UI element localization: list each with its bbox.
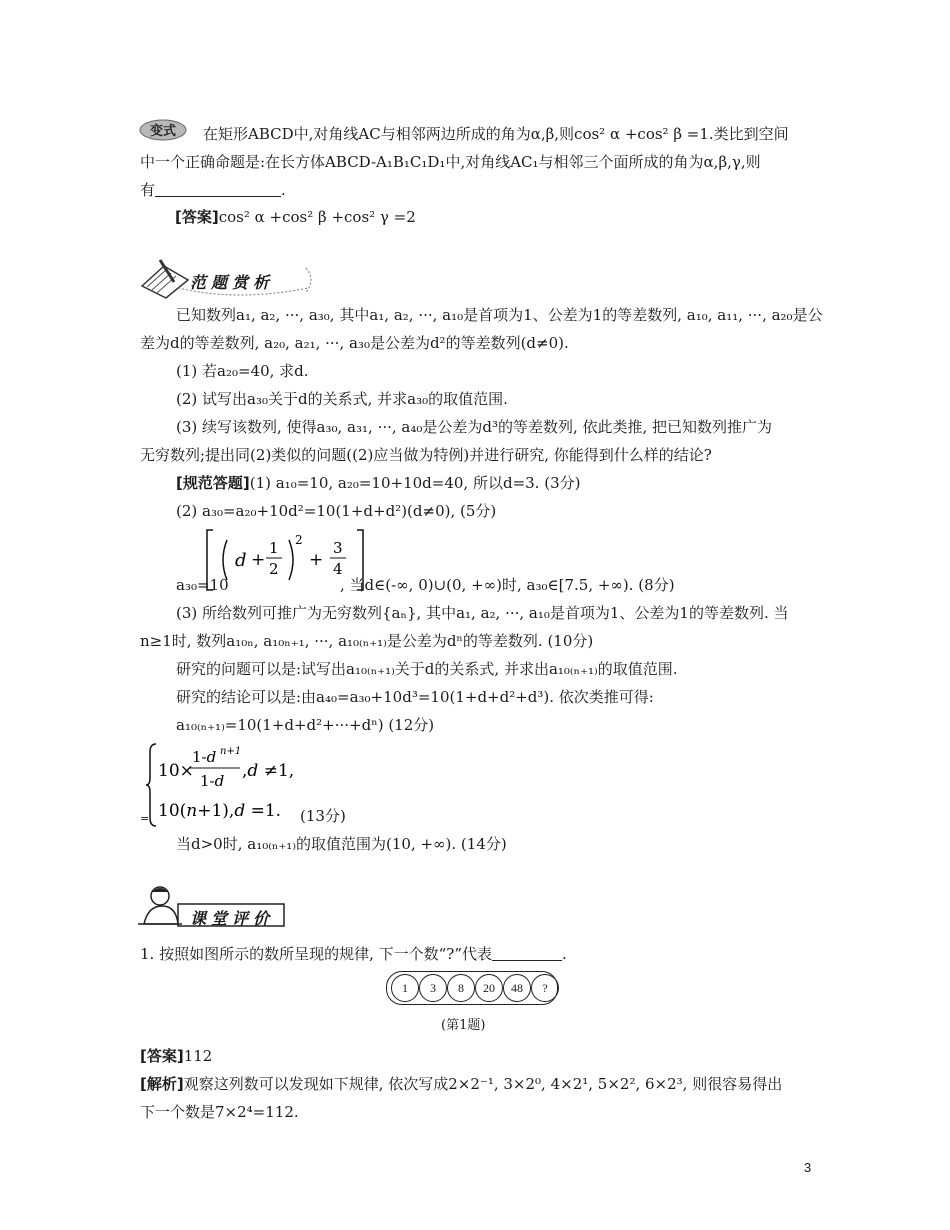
solution-step-2: (2) a₃₀=a₂₀+10d²=10(1+d+d²)(d≠0), (5分): [176, 502, 497, 520]
sequence-item: 48: [503, 974, 531, 1002]
solution-step-1: (1) a₁₀=10, a₂₀=10+10d=40, 所以d=3. (3分): [249, 474, 581, 492]
svg-text:,d ≠1,: ,d ≠1,: [242, 761, 295, 781]
piecewise-score: (13分): [300, 807, 346, 825]
svg-text:4: 4: [333, 560, 343, 578]
svg-text:1-d: 1-d: [200, 772, 225, 790]
svg-text:d: d: [235, 550, 247, 571]
sequence-item: 1: [391, 974, 419, 1002]
research-question: 研究的问题可以是:试写出a₁₀₍ₙ₊₁₎关于d的关系式, 并求出a₁₀₍ₙ₊₁₎的取值范围.: [176, 660, 678, 678]
sequence-item: 20: [475, 974, 503, 1002]
piecewise-formula: [146, 742, 316, 828]
general-formula: a₁₀₍ₙ₊₁₎=10(1+d+d²+···+dⁿ) (12分): [176, 716, 435, 734]
svg-text:10×: 10×: [158, 761, 194, 781]
variant-badge: [138, 118, 188, 146]
svg-text:3: 3: [333, 539, 343, 557]
svg-text:n+1: n+1: [220, 746, 242, 757]
variant-line-2: 中一个正确命题是:在长方体ABCD-A₁B₁C₁D₁中,对角线AC₁与相邻三个面所成的角为α,β,γ,则: [140, 153, 761, 171]
problem-line-2: 差为d的等差数列, a₂₀, a₂₁, ···, a₃₀是公差为d²的等差数列(d≠0).: [140, 334, 569, 352]
piecewise-equals: =: [140, 812, 150, 825]
svg-text:2: 2: [269, 560, 279, 578]
svg-text:1-d: 1-d: [192, 748, 217, 766]
ketang-banner-title: 课堂评价: [190, 909, 275, 928]
svg-text:+: +: [251, 550, 266, 570]
fanti-banner-title: 范题赏析: [190, 273, 275, 292]
solution-formula-prefix: a₃₀=10: [176, 576, 229, 594]
exercise-1-analysis-cont: 下一个数是7×2⁴=112.: [140, 1103, 299, 1121]
exercise-1-answer: [140, 1046, 212, 1066]
fanti-banner: [138, 258, 318, 306]
solution-formula-suffix: , 当d∈(-∞, 0)∪(0, +∞)时, a₃₀∈[7.5, +∞). (8分): [340, 576, 675, 594]
variant-answer: [175, 207, 416, 227]
solution-step-3: (3) 所给数列可推广为无穷数列{aₙ}, 其中a₁, a₂, ···, a₁₀是首项为1、公差为1的等差数列. 当: [176, 604, 789, 622]
variant-answer-text: cos² α +cos² β +cos² γ =2: [218, 208, 416, 226]
exercise-1-blank: [492, 946, 562, 961]
variant-answer-label: [答案]: [175, 208, 219, 226]
svg-text:10(n+1),d =1.: 10(n+1),d =1.: [158, 801, 282, 821]
exercise-1-text: 1. 按照如图所示的数所呈现的规律, 下一个数“?”代表: [140, 945, 492, 963]
problem-part-3-cont: 无穷数列;提出同(2)类似的问题((2)应当做为特例)并进行研究, 你能得到什么样的结论?: [140, 446, 712, 464]
svg-text:2: 2: [295, 533, 303, 547]
analysis-label: [解析]: [140, 1075, 184, 1093]
figure-caption: (第1题): [441, 1018, 486, 1033]
problem-line-1: 已知数列a₁, a₂, ···, a₃₀, 其中a₁, a₂, ···, a₁₀是首项为1、公差为1的等差数列, a₁₀, a₁₁, ···, a₂₀是公: [176, 306, 823, 324]
solution-final: 当d>0时, a₁₀₍ₙ₊₁₎的取值范围为(10, +∞). (14分): [176, 835, 507, 853]
variant-badge-label: 变式: [149, 124, 176, 139]
exercise-1-suffix: .: [562, 945, 567, 963]
answer-blank: [155, 182, 281, 197]
variant-line-3-prefix: 有: [140, 181, 156, 199]
svg-text:+: +: [309, 550, 324, 570]
problem-part-2: (2) 试写出a₃₀关于d的关系式, 并求a₃₀的取值范围.: [176, 390, 508, 408]
exercise-answer-value: 112: [183, 1047, 213, 1065]
ketang-banner: [138, 884, 288, 932]
svg-text:1: 1: [269, 539, 279, 557]
analysis-text: 观察这列数可以发现如下规律, 依次写成2×2⁻¹, 3×2⁰, 4×2¹, 5×2², 6×2³, 则很容易得出: [183, 1075, 783, 1093]
sequence-item: 3: [419, 974, 447, 1002]
variant-line-1: 在矩形ABCD中,对角线AC与相邻两边所成的角为α,β,则cos² α +cos² β =1.类比到空间: [203, 125, 789, 143]
problem-part-3: (3) 续写该数列, 使得a₃₀, a₃₁, ···, a₄₀是公差为d³的等差数列, 依此类推, 把已知数列推广为: [176, 418, 773, 436]
sequence-item: 8: [447, 974, 475, 1002]
problem-part-1: (1) 若a₂₀=40, 求d.: [176, 362, 309, 380]
exercise-1: [140, 944, 567, 964]
solution-header: [176, 473, 580, 493]
variant-line-3-suffix: .: [281, 181, 286, 199]
sequence-item: ?: [531, 974, 559, 1002]
solution-step-3-cont: n≥1时, 数列a₁₀ₙ, a₁₀ₙ₊₁, ···, a₁₀₍ₙ₊₁₎是公差为dⁿ的等差数列. (10分): [140, 632, 594, 650]
page-number: 3: [804, 1160, 812, 1175]
solution-label: [规范答题]: [176, 474, 250, 492]
research-conclusion: 研究的结论可以是:由a₄₀=a₃₀+10d³=10(1+d+d²+d³). 依次类推可得:: [176, 688, 654, 706]
exercise-answer-label: [答案]: [140, 1047, 184, 1065]
exercise-1-analysis: [140, 1074, 782, 1094]
variant-line-3: [140, 180, 286, 200]
